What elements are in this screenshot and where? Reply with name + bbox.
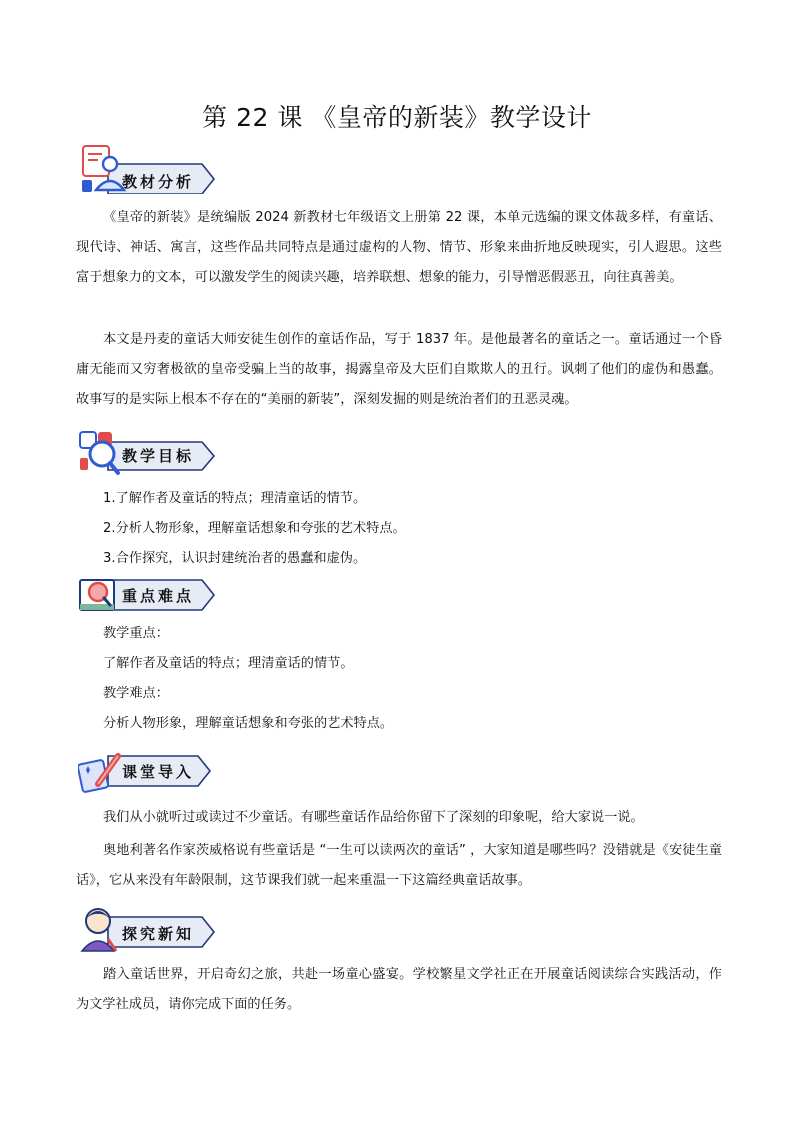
- section-header-goals: [78, 428, 218, 478]
- explore-paragraph-1: 踏入童话世界，开启奇幻之旅，共赴一场童心盛宴。学校繁星文学社正在开展童话阅读综合实践活动，作为文学社成员，请你完成下面的任务。: [76, 967, 722, 1012]
- keypoint-heading-difficulty: 教学难点：: [103, 686, 169, 701]
- goal-item-3: 3.合作探究，认识封建统治者的愚蠢和虚伪。: [103, 551, 367, 566]
- goal-item-2: 2.分析人物形象，理解童话想象和夸张的艺术特点。: [103, 521, 406, 536]
- goal-item-1: 1.了解作者及童话的特点；理清童话的情节。: [103, 491, 367, 506]
- section-header-intro: [78, 750, 218, 800]
- section-label: 教材分析: [122, 173, 195, 191]
- section-label: 重点难点: [122, 587, 195, 605]
- section-header-keypoints: [78, 576, 218, 626]
- analysis-paragraph-1: 《皇帝的新装》是统编版 2024 新教材七年级语文上册第 22 课，本单元选编的课文体裁多样，有童话、现代诗、神话、寓言，这些作品共同特点是通过虚构的人物、情节、形象来曲折地反映现实，引人遐思。这些富于想象力的文本，可以激发学生的阅读兴趣，培养联想、想象的能力，引导憎恶假恶丑，向往真善美。: [76, 210, 722, 285]
- analysis-paragraph-2: 本文是丹麦的童话大师安徒生创作的童话作品，写于 1837 年。是他最著名的童话之一。童话通过一个昏庸无能而又穷奢极欲的皇帝受骗上当的故事，揭露皇帝及大臣们自欺欺人的丑行。讽刺了他们的虚伪和愚蠢。故事写的是实际上根本不存在的“美丽的新装”，深刻发掘的则是统治者们的丑恶灵魂。: [76, 332, 722, 407]
- intro-paragraph-2: 奥地利著名作家茨威格说有些童话是 “一生可以读两次的童话” ，大家知道是哪些吗？没错就是《安徒生童话》，它从来没有年龄限制，这节课我们就一起来重温一下这篇经典童话故事。: [76, 843, 722, 888]
- keypoint-difficulty-text: 分析人物形象，理解童话想象和夸张的艺术特点。: [103, 716, 394, 731]
- keypoint-focus-text: 了解作者及童话的特点；理清童话的情节。: [103, 656, 354, 671]
- intro-paragraph-1: 我们从小就听过或读过不少童话。有哪些童话作品给你留下了深刻的印象呢，给大家说一说。: [103, 810, 644, 825]
- keypoint-heading-focus: 教学重点：: [103, 626, 169, 641]
- section-label: 课堂导入: [122, 763, 195, 781]
- section-header-analysis: [78, 142, 218, 192]
- section-header-explore: [78, 903, 218, 953]
- page-title: 第 22 课 《皇帝的新装》教学设计: [202, 103, 592, 132]
- section-label: 探究新知: [122, 925, 195, 943]
- section-label: 教学目标: [122, 447, 195, 465]
